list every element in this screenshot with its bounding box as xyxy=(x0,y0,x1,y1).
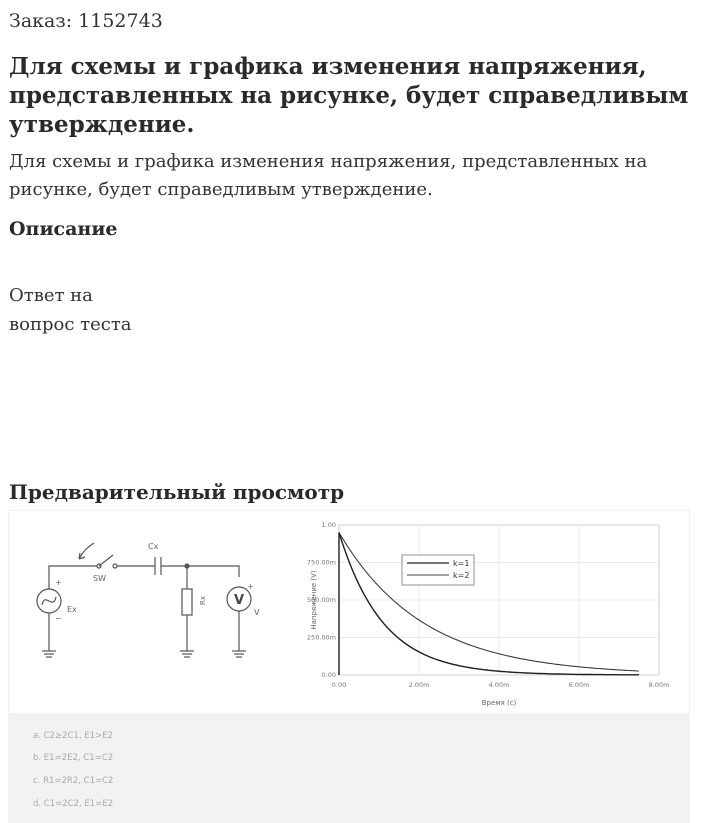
resistor-label: Rx xyxy=(199,595,207,605)
page-title: Для схемы и графика изменения напряжения, представленных на рисунке, будет справедливым утверждение. xyxy=(9,53,689,138)
option-a[interactable]: a. C2≥2C1, E1>E2 xyxy=(33,731,113,741)
option-b[interactable]: b. E1=2E2, C1=C2 xyxy=(33,753,114,763)
lead-text: Для схемы и графика изменения напряжения, представленных на рисунке, будет справедливым утверждение. xyxy=(9,151,648,200)
circuit-labels xyxy=(55,542,260,623)
switch-label: SW xyxy=(93,574,106,583)
wire-cap-right xyxy=(161,566,239,577)
switch-arrow-icon xyxy=(79,543,94,559)
legend-label-1: k=1 xyxy=(453,559,470,568)
order-number: Заказ: 1152743 xyxy=(9,10,163,32)
x-axis-label: Время (с) xyxy=(481,699,517,707)
legend-label-2: k=2 xyxy=(453,571,470,580)
description-heading: Описание xyxy=(9,218,118,240)
x-tick-label: 6.00m xyxy=(568,681,590,689)
source-plus: + xyxy=(55,578,62,587)
preview-figure xyxy=(9,511,689,713)
voltmeter-symbol: V xyxy=(234,593,245,608)
preview-image xyxy=(9,511,689,823)
switch-contact-right xyxy=(113,564,117,568)
switch-blade xyxy=(99,555,113,566)
circuit-diagram xyxy=(37,543,251,657)
voltmeter-side-label: V xyxy=(254,608,260,617)
x-tick-label: 2.00m xyxy=(408,681,430,689)
chart xyxy=(307,521,669,707)
x-tick-label: 4.00m xyxy=(488,681,510,689)
answer-line-1: Ответ на xyxy=(9,285,93,306)
source-label: Ex xyxy=(67,605,77,614)
answer-line-2: вопрос теста xyxy=(9,314,132,335)
voltmeter-plus: + xyxy=(247,582,254,591)
option-d[interactable]: d. C1=2C2, E1=E2 xyxy=(33,799,114,809)
chart-legend xyxy=(402,555,474,585)
x-tick-label: 0.00 xyxy=(331,681,347,689)
capacitor-label: Cx xyxy=(148,542,159,551)
option-c[interactable]: c. R1=2R2, C1=C2 xyxy=(33,776,114,786)
answer-text xyxy=(9,281,132,339)
x-tick-label: 8.00m xyxy=(648,681,670,689)
source-minus: − xyxy=(55,614,62,623)
answer-options xyxy=(9,713,689,823)
preview-heading: Предварительный просмотр xyxy=(9,480,345,504)
source-sine xyxy=(42,597,56,605)
y-tick-label: 250.00m xyxy=(306,633,336,642)
y-tick-label: 1.00 xyxy=(321,521,336,529)
y-tick-label: 0.00 xyxy=(321,671,336,679)
y-axis-label: Напряжение (V) xyxy=(310,570,318,630)
resistor-icon xyxy=(182,589,192,615)
y-tick-label: 500.00m xyxy=(306,596,336,604)
y-tick-label: 750.00m xyxy=(306,558,336,567)
